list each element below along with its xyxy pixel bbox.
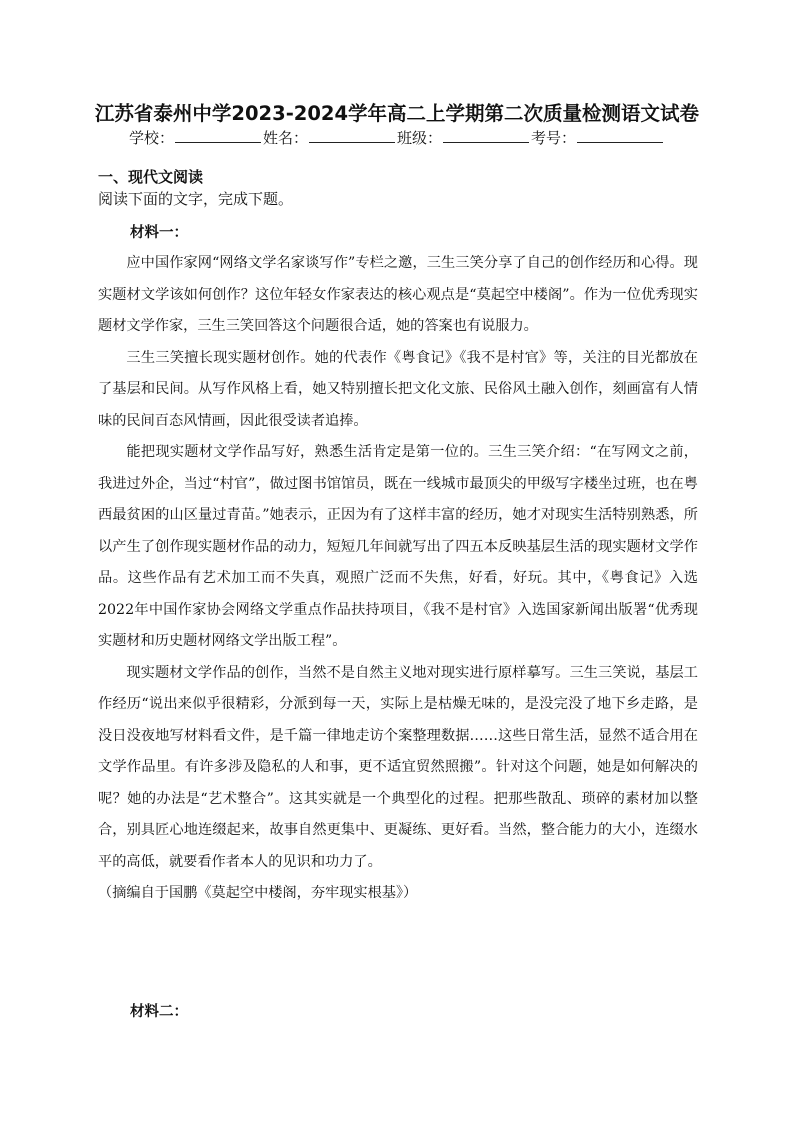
name-blank[interactable] [309,128,395,143]
student-info-line [0,127,794,148]
material1-source: （摘编自于国鹏《莫起空中楼阁，夯牢现实根基》） [98,885,418,901]
school-blank[interactable] [175,128,261,143]
material2-label: 材料二： [130,1003,188,1020]
material1-body [98,248,698,910]
school-label: 学校： [128,129,174,147]
material1-paragraph: 三生三笑擅长现实题材创作。她的代表作《粤食记》《我不是村官》等，关注的目光都放在了基层和民间。从写作风格上看，她又特别擅长把文化文旅、民俗风土融入创作，刻画富有人情味的民间百态风情画，因此很受读者追捧。 [98,349,698,429]
section-heading: 一、现代文阅读 [98,168,204,186]
name-field [263,127,397,148]
exam-title: 江苏省泰州中学2023-2024学年高二上学期第二次质量检测语文试卷 [94,102,700,125]
class-label: 班级： [397,129,443,147]
number-label: 考号： [531,129,577,147]
section-instruction: 阅读下面的文字，完成下题。 [98,190,294,208]
class-field [397,127,531,148]
school-field [129,127,263,148]
class-blank[interactable] [443,128,529,143]
material1-paragraph: 现实题材文学作品的创作，当然不是自然主义地对现实进行原样摹写。三生三笑说，基层工作经历“说出来似乎很精彩，分派到每一天，实际上是枯燥无味的，是没完没了地下乡走路，是没日没夜地写材料看文件，是千篇一律地走访个案整理数据……这些日常生活，显然不适合用在文学作品里。有许多涉及隐私的人和事，更不适宜贸然照搬”。针对这个问题，她是如何解决的呢？她的办法是“艺术整合”。这其实就是一个典型化的过程。把那些散乱、琐碎的素材加以整合，别具匠心地连缀起来，故事自然更集中、更凝练、更好看。当然，整合能力的大小，连缀水平的高低，就要看作者本人的见识和功力了。 [98,664,698,870]
material1-paragraph: 能把现实题材文学作品写好，熟悉生活肯定是第一位的。三生三笑介绍：“在写网文之前，我进过外企，当过“村官”，做过图书馆馆员，既在一线城市最顶尖的甲级写字楼坐过班，也在粤西最贫困的山区量过青苗。”她表示，正因为有了这样丰富的经历，她才对现实生活特别熟悉，所以产生了创作现实题材作品的动力，短短几年间就写出了四五本反映基层生活的现实题材文学作品。这些作品有艺术加工而不失真，观照广泛而不失焦，好看，好玩。其中，《粤食记》入选2022年中国作家协会网络文学重点作品扶持项目，《我不是村官》入选国家新闻出版署“优秀现实题材和历史题材网络文学出版工程”。 [98,444,698,649]
number-blank[interactable] [577,128,663,143]
material1-label: 材料一： [130,224,188,241]
number-field [531,127,665,148]
material1-paragraph: 应中国作家网“网络文学名家谈写作”专栏之邀，三生三笑分享了自己的创作经历和心得。现实题材文学该如何创作？这位年轻女作家表达的核心观点是“莫起空中楼阁”。作为一位优秀现实题材文学作家，三生三笑回答这个问题很合适，她的答案也有说服力。 [98,255,698,334]
name-label: 姓名： [262,129,308,147]
